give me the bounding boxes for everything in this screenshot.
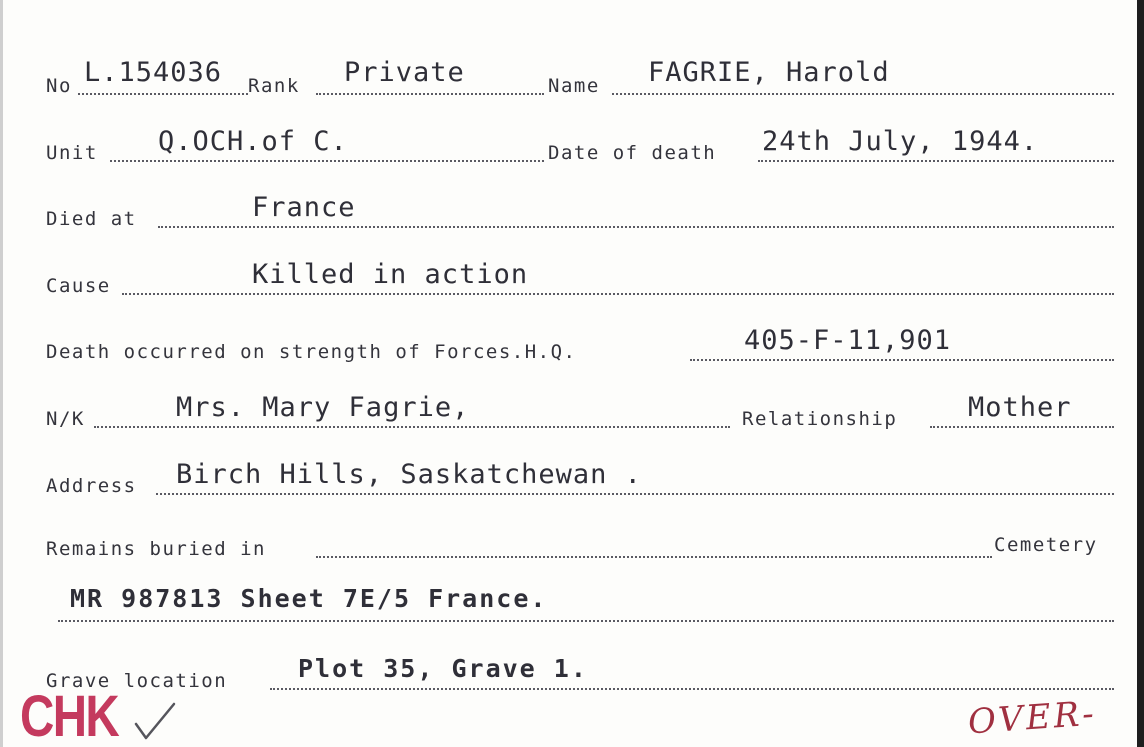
checkmark-icon bbox=[132, 700, 180, 742]
address-value: Birch Hills, Saskatchewan . bbox=[176, 459, 642, 490]
strength-value: 405-F-11,901 bbox=[744, 325, 952, 356]
number-dotted-line bbox=[78, 93, 248, 95]
unit-value: Q.OCH.of C. bbox=[158, 126, 348, 157]
over-handwritten-note: OVER- bbox=[966, 693, 1098, 743]
cause-value: Killed in action bbox=[252, 259, 529, 290]
died-at-label: Died at bbox=[46, 208, 137, 230]
rank-value: Private bbox=[344, 57, 465, 88]
number-label: No bbox=[46, 75, 72, 97]
rank-dotted-line bbox=[316, 93, 544, 95]
unit-dotted-line bbox=[110, 160, 544, 162]
card-left-edge bbox=[0, 0, 3, 747]
relationship-label: Relationship bbox=[742, 408, 898, 430]
card-right-edge bbox=[1137, 0, 1144, 747]
relationship-value: Mother bbox=[968, 392, 1072, 423]
next-of-kin-value: Mrs. Mary Fagrie, bbox=[176, 392, 470, 423]
cause-dotted-line bbox=[122, 293, 1114, 295]
next-of-kin-dotted-line bbox=[94, 426, 730, 428]
died-at-value: France bbox=[252, 192, 356, 223]
name-dotted-line bbox=[612, 93, 1114, 95]
cause-label: Cause bbox=[46, 275, 111, 297]
strength-label: Death occurred on strength of Forces.H.Q. bbox=[46, 341, 577, 363]
remains-label: Remains buried in bbox=[46, 538, 266, 560]
rank-label: Rank bbox=[248, 75, 300, 97]
burial-reference-dotted-line bbox=[58, 620, 1114, 622]
relationship-dotted-line bbox=[930, 426, 1114, 428]
date-of-death-value: 24th July, 1944. bbox=[762, 126, 1039, 157]
grave-location-value: Plot 35, Grave 1. bbox=[298, 654, 588, 683]
next-of-kin-label: N/K bbox=[46, 408, 85, 430]
name-label: Name bbox=[548, 75, 600, 97]
grave-location-label: Grave location bbox=[46, 670, 228, 692]
chk-stamp: CHK bbox=[20, 684, 119, 747]
address-label: Address bbox=[46, 475, 137, 497]
date-of-death-label: Date of death bbox=[548, 142, 717, 164]
burial-reference-value: MR 987813 Sheet 7E/5 France. bbox=[70, 584, 548, 613]
unit-label: Unit bbox=[46, 142, 98, 164]
died-at-dotted-line bbox=[158, 226, 1114, 228]
cemetery-label: Cemetery bbox=[994, 534, 1098, 556]
remains-dotted-line bbox=[316, 556, 992, 558]
service-number-value: L.154036 bbox=[84, 57, 223, 88]
grave-location-dotted-line bbox=[270, 688, 1114, 690]
strength-dotted-line bbox=[690, 359, 1114, 361]
address-dotted-line bbox=[156, 493, 1114, 495]
date-of-death-dotted-line bbox=[758, 160, 1114, 162]
name-value: FAGRIE, Harold bbox=[648, 57, 890, 88]
